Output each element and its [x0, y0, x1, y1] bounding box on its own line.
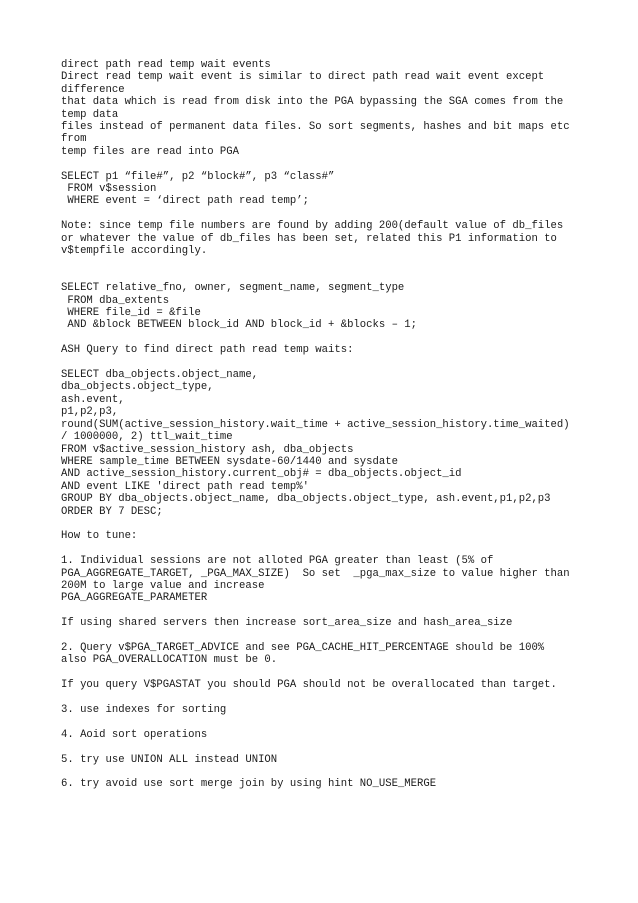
text-line: WHERE file_id = &file [61, 307, 201, 320]
pgastat-note [61, 679, 621, 691]
text-line: 2. Query v$PGA_TARGET_ADVICE and see PGA_CACHE_HIT_PERCENTAGE should be 100% [61, 641, 545, 654]
text-line: ash.event, [61, 393, 125, 406]
tip-4 [61, 729, 621, 741]
text-line: PGA_AGGREGATE_TARGET, _PGA_MAX_SIZE) So set _pga_max_size to value higher than [61, 567, 570, 580]
text-line: 200M to large value and increase [61, 579, 265, 592]
text-line: round(SUM(active_session_history.wait_time + active_session_history.time_waited) [61, 418, 570, 431]
intro-paragraph [61, 59, 621, 158]
text-line: 1. Individual sessions are not alloted PGA greater than least (5% of [61, 555, 494, 568]
text-line: FROM dba_extents [61, 294, 170, 307]
text-line: Note: since temp file numbers are found by adding 200(default value of db_files [61, 220, 564, 233]
text-line: ORDER BY 7 DESC; [61, 505, 163, 518]
tip-3 [61, 704, 621, 716]
text-line: PGA_AGGREGATE_PARAMETER [61, 592, 208, 605]
text-line: 4. Aoid sort operations [61, 728, 208, 741]
text-line: temp data [61, 108, 119, 121]
text-line: Direct read temp wait event is similar to direct path read wait event except [61, 71, 545, 84]
ash-query [61, 369, 621, 518]
ash-heading [61, 344, 621, 356]
text-line: files instead of permanent data files. So sort segments, hashes and bit maps etc [61, 121, 570, 134]
text-line: also PGA_OVERALLOCATION must be 0. [61, 654, 278, 667]
text-line: If you query V$PGASTAT you should PGA should not be overallocated than target. [61, 679, 557, 692]
text-line: If using shared servers then increase sort_area_size and hash_area_size [61, 617, 513, 630]
text-line: v$tempfile accordingly. [61, 245, 208, 258]
text-line: GROUP BY dba_objects.object_name, dba_objects.object_type, ash.event,p1,p2,p3 [61, 493, 551, 506]
text-line: FROM v$session [61, 183, 157, 196]
text-line: 3. use indexes for sorting [61, 703, 227, 716]
tip-1 [61, 555, 621, 605]
text-line: dba_objects.object_type, [61, 381, 214, 394]
text-line: SELECT dba_objects.object_name, [61, 369, 259, 382]
text-line: from [61, 133, 87, 146]
text-line: AND active_session_history.current_obj# = dba_objects.object_id [61, 468, 462, 481]
shared-servers-note [61, 617, 621, 629]
document-page [61, 59, 621, 803]
note-paragraph [61, 220, 621, 257]
text-line: direct path read temp wait events [61, 59, 271, 71]
text-line: 5. try use UNION ALL instead UNION [61, 753, 278, 766]
extents-query [61, 282, 621, 332]
text-line: / 1000000, 2) ttl_wait_time [61, 431, 233, 444]
text-line: SELECT p1 “file#”, p2 “block#”, p3 “class#” [61, 170, 335, 183]
text-line: AND &block BETWEEN block_id AND block_id + &blocks – 1; [61, 319, 418, 332]
text-line: WHERE sample_time BETWEEN sysdate-60/1440 and sysdate [61, 455, 398, 468]
tip-2 [61, 642, 621, 667]
text-line: that data which is read from disk into the PGA bypassing the SGA comes from the [61, 96, 564, 109]
text-line: SELECT relative_fno, owner, segment_name, segment_type [61, 282, 405, 295]
text-line: How to tune: [61, 530, 138, 543]
text-line: WHERE event = ‘direct path read temp’; [61, 195, 309, 208]
text-line: p1,p2,p3, [61, 406, 119, 419]
text-line: or whatever the value of db_files has been set, related this P1 information to [61, 232, 557, 245]
text-line: FROM v$active_session_history ash, dba_objects [61, 443, 354, 456]
text-line: AND event LIKE 'direct path read temp%' [61, 480, 309, 493]
text-line: 6. try avoid use sort merge join by using hint NO_USE_MERGE [61, 778, 437, 791]
tune-heading [61, 530, 621, 542]
text-line: temp files are read into PGA [61, 145, 240, 158]
tip-6 [61, 778, 621, 790]
text-line: difference [61, 83, 125, 96]
session-wait-query [61, 171, 621, 208]
tip-5 [61, 754, 621, 766]
text-line: ASH Query to find direct path read temp waits: [61, 344, 354, 357]
